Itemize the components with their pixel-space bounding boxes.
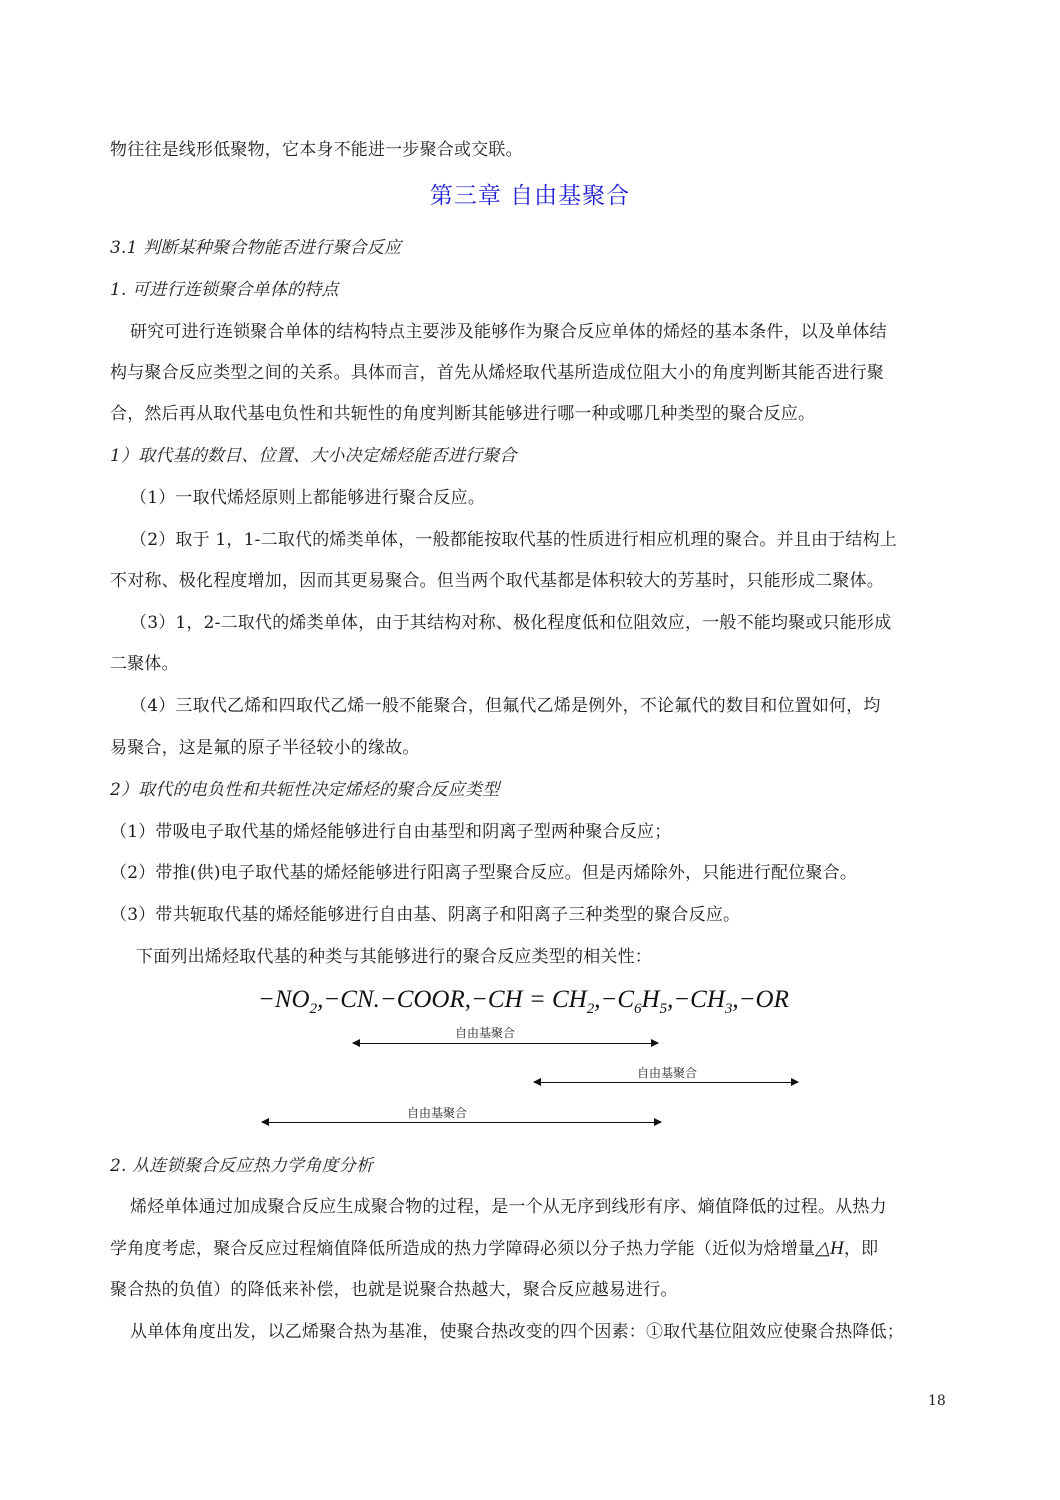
chapter-title: 第三章 自由基聚合	[429, 183, 631, 209]
double-arrow	[262, 1122, 661, 1123]
enthalpy-symbol: △H	[815, 1238, 844, 1259]
page-number: 18	[928, 1393, 946, 1409]
list-item: （1）一取代烯烃原则上都能够进行聚合反应。	[130, 488, 486, 508]
paragraph-line: 聚合热的负值）的降低来补偿，也就是说聚合热越大，聚合反应越易进行。	[110, 1280, 678, 1300]
paragraph-line: 下面列出烯烃取代基的种类与其能够进行的聚合反应类型的相关性：	[136, 947, 652, 967]
paragraph-line: 构与聚合反应类型之间的关系。具体而言，首先从烯烃取代基所造成位阻大小的角度判断其能否进行聚	[110, 363, 884, 383]
subsection-heading: 1. 可进行连锁聚合单体的特点	[110, 280, 339, 300]
section-heading: 3.1 判断某种聚合物能否进行聚合反应	[110, 238, 402, 258]
double-arrow	[353, 1043, 658, 1044]
list-item-continuation: 易聚合，这是氟的原子半径较小的缘故。	[110, 738, 420, 758]
list-item: （3）带共轭取代基的烯烃能够进行自由基、阴离子和阳离子三种类型的聚合反应。	[110, 905, 741, 925]
list-item: （4）三取代乙烯和四取代乙烯一般不能聚合，但氟代乙烯是例外，不论氟代的数目和位置如何，均	[130, 696, 881, 716]
list-item: （1）带吸电子取代基的烯烃能够进行自由基型和阴离子型两种聚合反应；	[110, 822, 672, 842]
list-item-continuation: 二聚体。	[110, 654, 179, 674]
paragraph-line: 合，然后再从取代基电负性和共轭性的角度判断其能够进行哪一种或哪几种类型的聚合反应。	[110, 404, 816, 424]
list-item: （2）带推(供)电子取代基的烯烃能够进行阳离子型聚合反应。但是丙烯除外，只能进行配位聚合。	[110, 863, 858, 883]
substituent-formula: $-NO_2,-CN.-COOR,-CH = CH_2,-C_6H_5,-CH_3,-OR$	[258, 986, 789, 1017]
paragraph-line: 烯烃单体通过加成聚合反应生成聚合物的过程，是一个从无序到线形有序、熵值降低的过程。从热力	[130, 1197, 887, 1217]
paragraph-line: 研究可进行连锁聚合单体的结构特点主要涉及能够作为聚合反应单体的烯烃的基本条件，以及单体结	[130, 322, 887, 342]
paragraph-line: 从单体角度出发，以乙烯聚合热为基准，使聚合热改变的四个因素：①取代基位阻效应使聚合热降低；	[130, 1322, 904, 1342]
arrow-label: 自由基聚合	[407, 1106, 468, 1120]
double-arrow	[534, 1082, 798, 1083]
subsection-heading: 2）取代的电负性和共轭性决定烯烃的聚合反应类型	[110, 780, 500, 800]
subsection-heading: 1）取代基的数目、位置、大小决定烯烃能否进行聚合	[110, 446, 517, 466]
subsection-heading: 2. 从连锁聚合反应热力学角度分析	[110, 1156, 374, 1176]
list-item-continuation: 不对称、极化程度增加，因而其更易聚合。但当两个取代基都是体积较大的芳基时，只能形成二聚体。	[110, 571, 884, 591]
text-line: 物往往是线形低聚物，它本身不能进一步聚合或交联。	[110, 140, 523, 160]
paragraph-line: 学角度考虑，聚合反应过程熵值降低所造成的热力学障碍必须以分子热力学能（近似为焓增量△H，即	[110, 1238, 879, 1259]
list-item: （3）1，2-二取代的烯类单体，由于其结构对称、极化程度低和位阻效应，一般不能均聚或只能形成	[130, 613, 892, 633]
arrow-label: 自由基聚合	[637, 1066, 698, 1080]
arrow-label: 自由基聚合	[455, 1026, 516, 1040]
list-item: （2）取于 1，1-二取代的烯类单体，一般都能按取代基的性质进行相应机理的聚合。并且由于结构上	[130, 530, 897, 550]
